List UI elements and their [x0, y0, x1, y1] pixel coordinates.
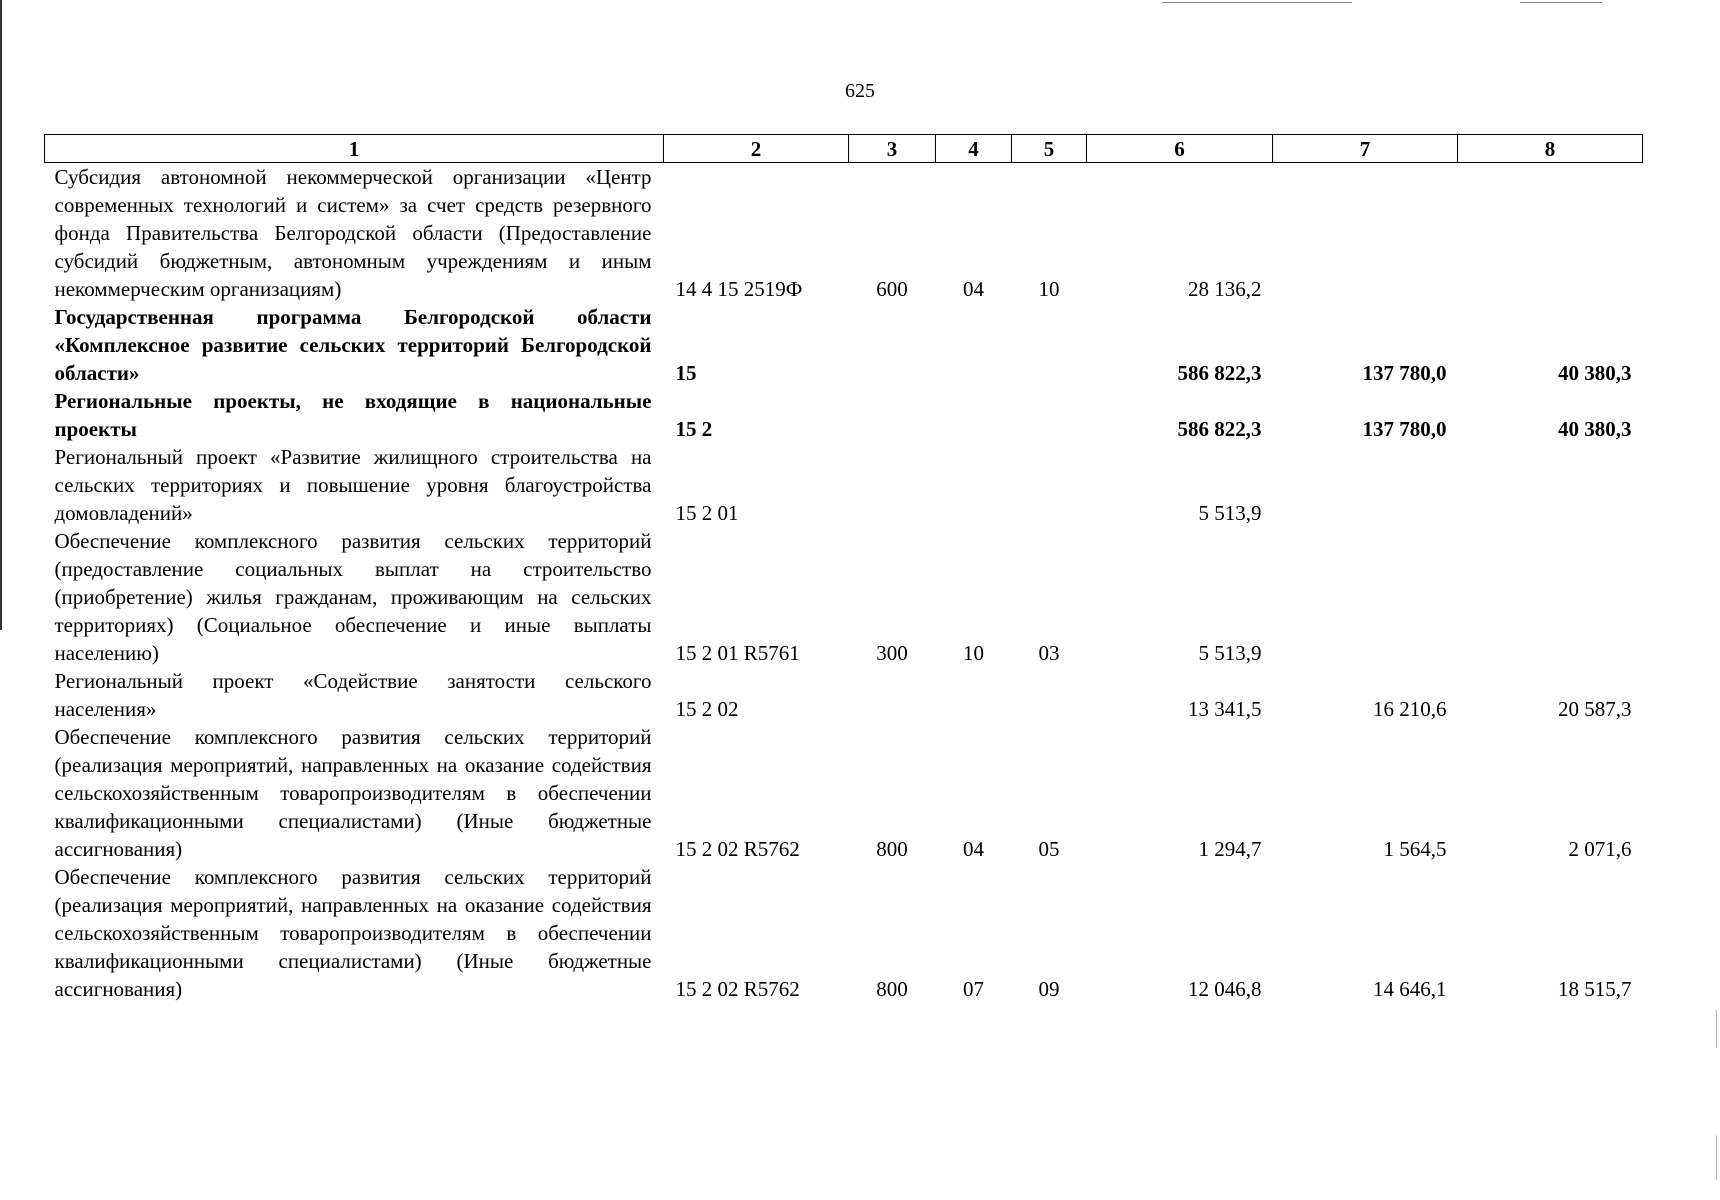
row-col-5: 05 [1038, 837, 1060, 861]
table-row [45, 723, 1643, 863]
row-value-8 [1458, 443, 1643, 527]
row-description: Региональный проект «Развитие жилищного строительства на сельских территориях и повышение уровня благоустройства домовладений» [54, 445, 652, 525]
table-row [45, 863, 1643, 1003]
table-header [45, 135, 1643, 163]
row-col-4 [936, 667, 1012, 723]
row-value-8 [1458, 527, 1643, 667]
row-col-4 [936, 303, 1012, 387]
page-number: 625 [845, 80, 875, 102]
row-col-4 [936, 387, 1012, 443]
row-col-3 [849, 667, 936, 723]
row-col-5 [1012, 387, 1087, 443]
row-value-8: 40 380,3 [1558, 417, 1632, 441]
row-value-6: 13 341,5 [1188, 697, 1262, 721]
row-col-3: 800 [876, 837, 908, 861]
header-col-3: 3 [849, 135, 936, 163]
table-row [45, 667, 1643, 723]
row-code: 15 2 01 R5761 [675, 641, 800, 665]
header-row [45, 135, 1643, 163]
row-value-6: 586 822,3 [1177, 417, 1262, 441]
table-body [45, 163, 1643, 1004]
row-col-3 [849, 303, 936, 387]
row-code: 14 4 15 2519Ф [675, 277, 803, 301]
row-value-7 [1273, 527, 1458, 667]
row-value-7 [1273, 163, 1458, 304]
row-col-3: 800 [876, 977, 908, 1001]
row-value-6: 586 822,3 [1177, 361, 1262, 385]
row-value-8: 20 587,3 [1558, 697, 1632, 721]
table-row [45, 387, 1643, 443]
row-col-4: 07 [963, 977, 984, 1001]
row-value-7: 137 780,0 [1362, 417, 1447, 441]
row-code: 15 2 [675, 417, 713, 441]
row-col-4: 04 [963, 837, 984, 861]
header-col-7: 7 [1273, 135, 1458, 163]
header-col-8: 8 [1458, 135, 1643, 163]
row-description: Обеспечение комплексного развития сельских территорий (реализация мероприятий, направленных на оказание содействия сельскохозяйственным товаропроизводителям в обеспечении квалификационными специалистами) (Иные бюджетные ассигнования) [54, 725, 652, 861]
header-col-4: 4 [936, 135, 1012, 163]
row-value-7: 137 780,0 [1362, 361, 1447, 385]
header-col-1: 1 [45, 135, 664, 163]
row-col-3 [849, 387, 936, 443]
row-col-4: 10 [963, 641, 984, 665]
table-row [45, 527, 1643, 667]
row-value-6: 12 046,8 [1188, 977, 1262, 1001]
row-description: Государственная программа Белгородской области «Комплексное развитие сельских территорий Белгородской области» [54, 305, 652, 385]
row-description: Обеспечение комплексного развития сельских территорий (реализация мероприятий, направленных на оказание содействия сельскохозяйственным товаропроизводителям в обеспечении квалификационными специалистами) (Иные бюджетные ассигнования) [54, 865, 652, 1001]
scan-artifact-line [1162, 2, 1352, 3]
row-description: Региональные проекты, не входящие в национальные проекты [54, 389, 652, 441]
row-code: 15 [675, 361, 697, 385]
row-value-6: 1 294,7 [1198, 837, 1262, 861]
row-value-8: 40 380,3 [1558, 361, 1632, 385]
row-value-7: 1 564,5 [1383, 837, 1447, 861]
row-description: Обеспечение комплексного развития сельских территорий (предоставление социальных выплат на строительство (приобретение) жилья гражданам, проживающим на сельских территориях) (Социальное обеспечение и иные выплаты населению) [54, 529, 652, 665]
scan-artifact-mark [1716, 1010, 1717, 1048]
row-col-3 [849, 443, 936, 527]
row-col-5: 10 [1038, 277, 1060, 301]
row-value-6: 5 513,9 [1198, 501, 1262, 525]
header-col-2: 2 [664, 135, 849, 163]
row-col-5: 09 [1038, 977, 1060, 1001]
row-code: 15 2 02 R5762 [675, 837, 800, 861]
header-col-6: 6 [1087, 135, 1273, 163]
row-value-7: 16 210,6 [1373, 697, 1447, 721]
row-col-3: 300 [876, 641, 908, 665]
row-value-8: 18 515,7 [1558, 977, 1632, 1001]
row-col-3: 600 [876, 277, 908, 301]
scan-artifact-mark [1716, 1135, 1717, 1180]
budget-table [44, 134, 1643, 1003]
scan-artifact-line [1520, 2, 1602, 3]
row-value-8: 2 071,6 [1568, 837, 1632, 861]
table-row [45, 163, 1643, 304]
row-description: Региональный проект «Содействие занятости сельского населения» [54, 669, 652, 721]
row-col-5 [1012, 303, 1087, 387]
row-code: 15 2 02 [675, 697, 739, 721]
row-code: 15 2 01 [675, 501, 739, 525]
row-code: 15 2 02 R5762 [675, 977, 800, 1001]
row-col-4: 04 [963, 277, 984, 301]
table-row [45, 443, 1643, 527]
row-col-5 [1012, 443, 1087, 527]
row-col-5 [1012, 667, 1087, 723]
row-value-7 [1273, 443, 1458, 527]
row-col-4 [936, 443, 1012, 527]
row-value-8 [1458, 163, 1643, 304]
row-value-6: 28 136,2 [1188, 277, 1262, 301]
row-col-5: 03 [1038, 641, 1060, 665]
row-value-6: 5 513,9 [1198, 641, 1262, 665]
row-value-7: 14 646,1 [1373, 977, 1447, 1001]
table-row [45, 303, 1643, 387]
header-col-5: 5 [1012, 135, 1087, 163]
row-description: Субсидия автономной некоммерческой организации «Центр современных технологий и систем» за счет средств резервного фонда Правительства Белгородской области (Предоставление субсидий бюджетным, автономным учреждениям и иным некоммерческим организациям) [54, 165, 652, 301]
